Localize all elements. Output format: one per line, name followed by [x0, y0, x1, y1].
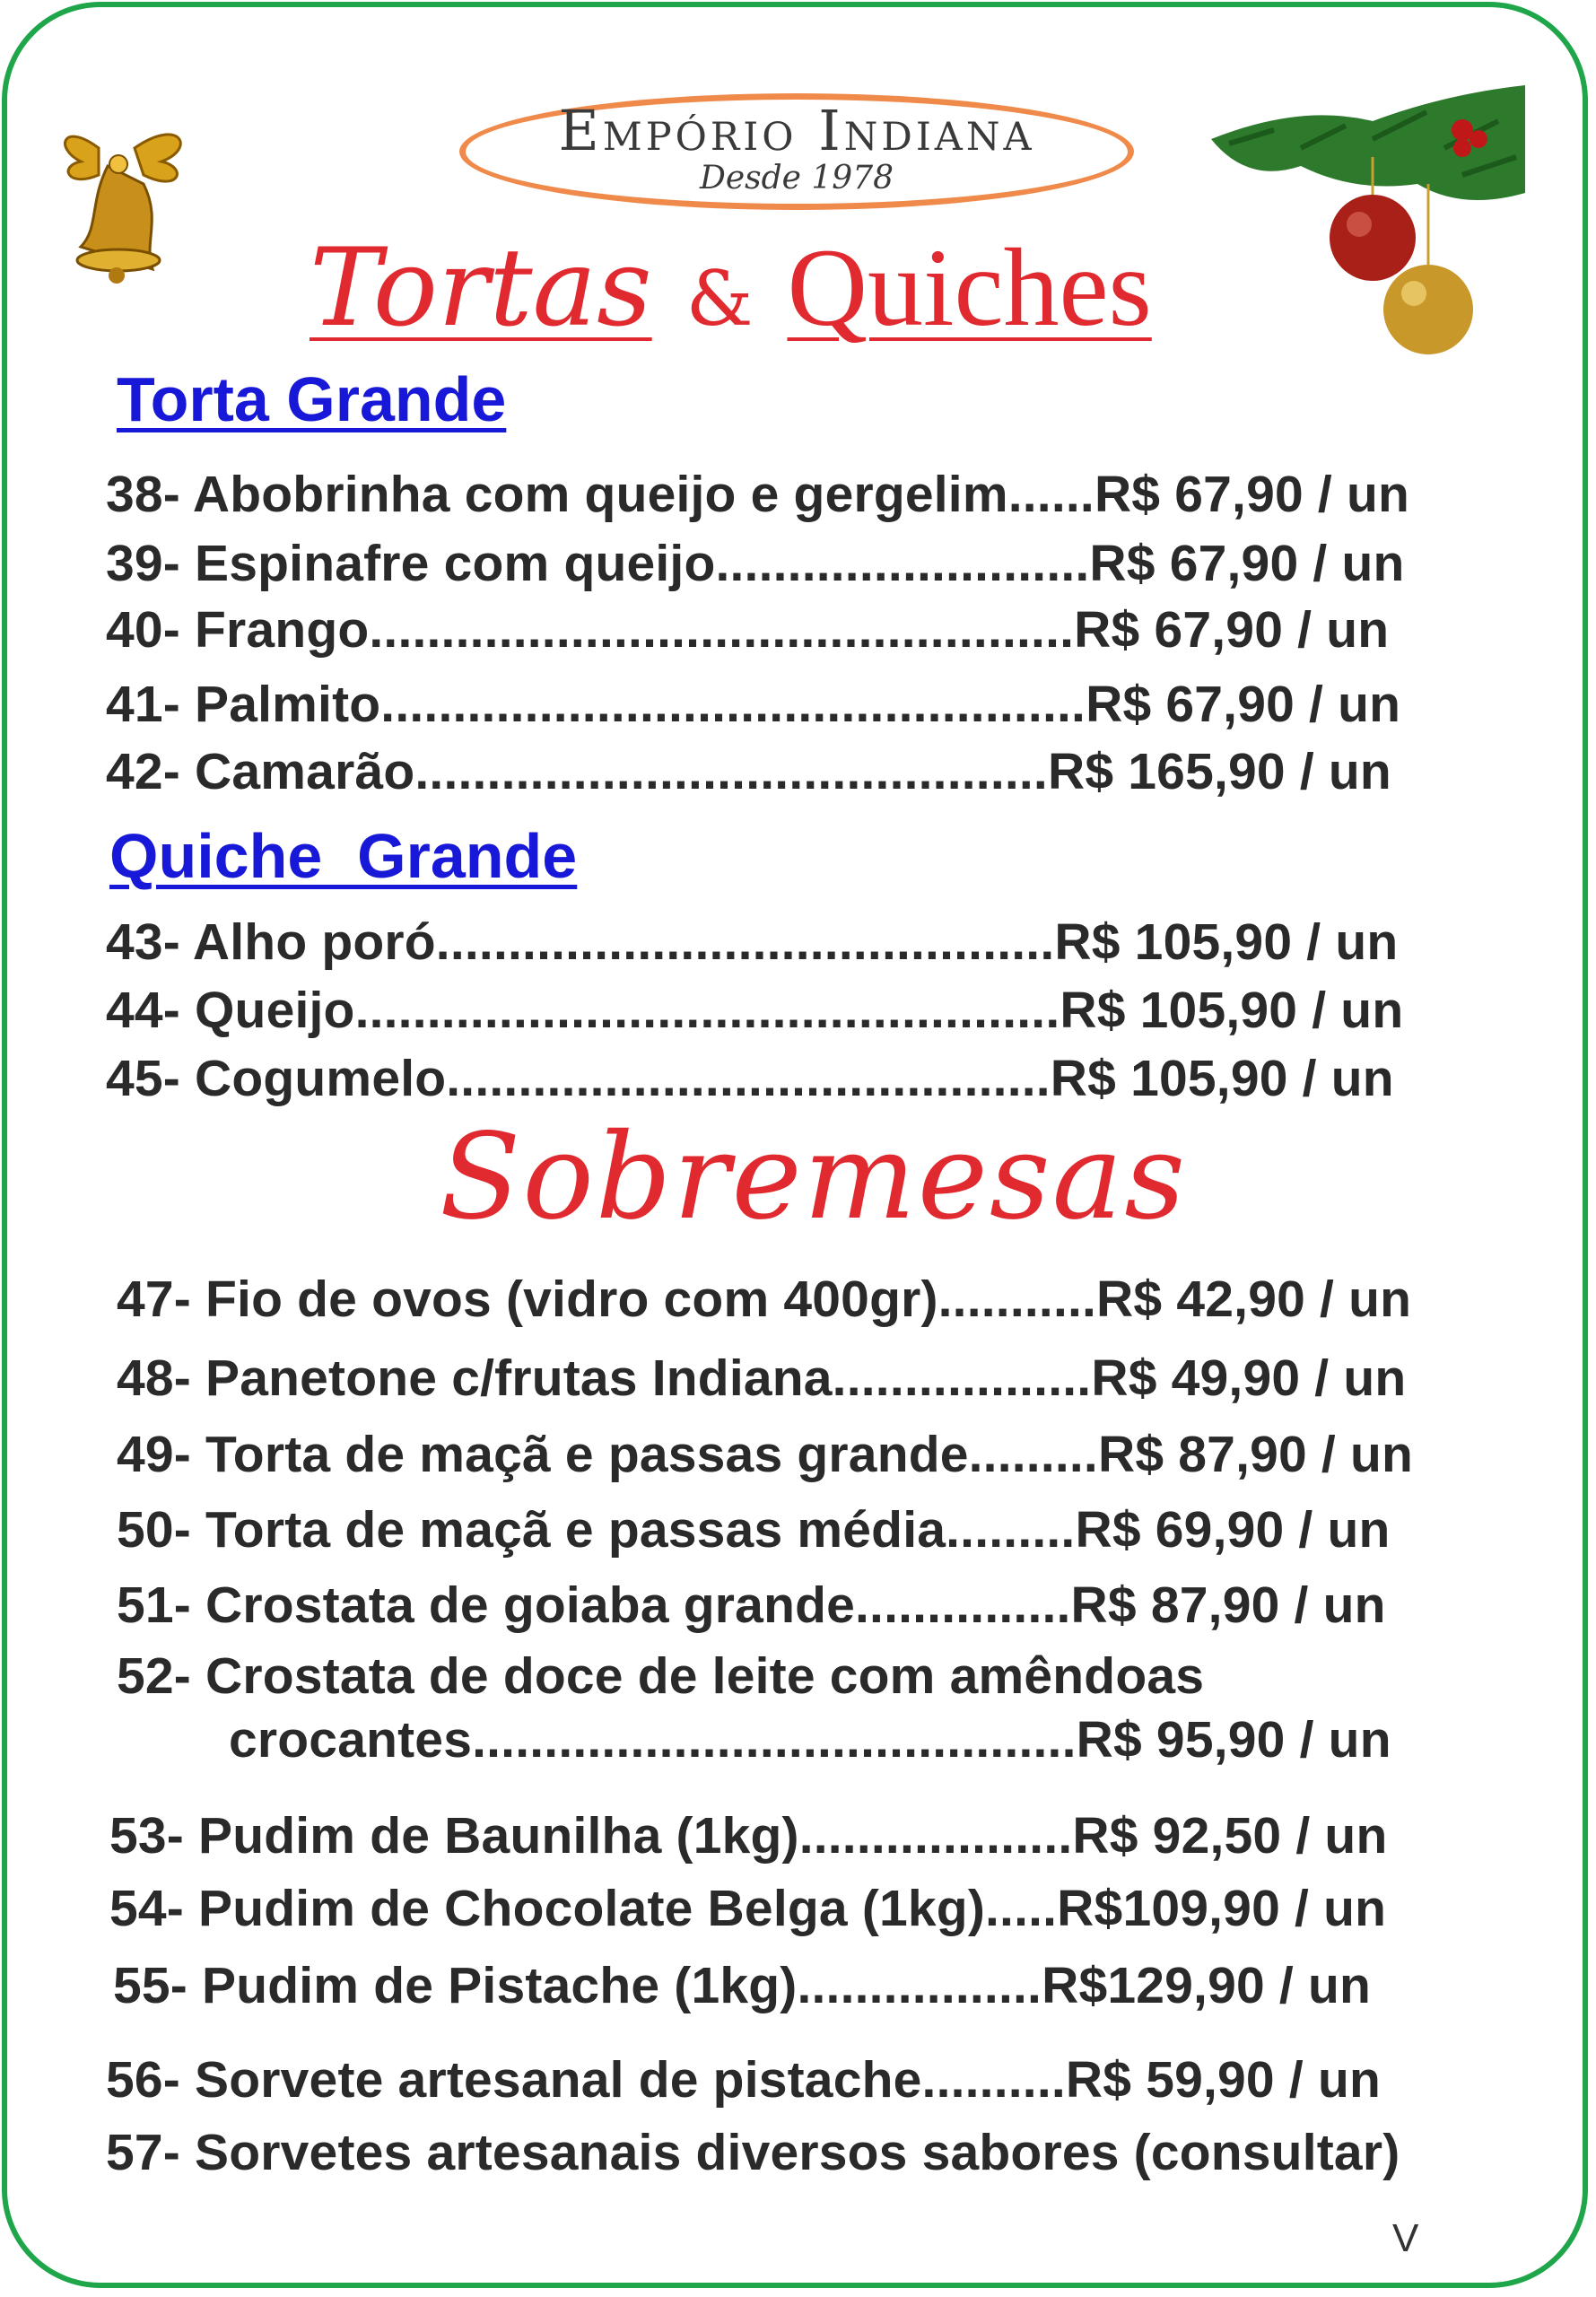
menu-item: 57- Sorvetes artesanais diversos sabores (consultar) [106, 2124, 1400, 2181]
menu-item: 47- Fio de ovos (vidro com 400gr)...........R$ 42,90 / un [117, 1271, 1412, 1328]
menu-item: 54- Pudim de Chocolate Belga (1kg).....R$109,90 / un [109, 1880, 1387, 1937]
title-tortas: Tortas [310, 226, 652, 351]
menu-item: 40- Frango.................................................R$ 67,90 / un [106, 601, 1390, 659]
menu-item: 43- Alho poró...........................................R$ 105,90 / un [106, 913, 1399, 971]
christmas-bell-icon [45, 112, 206, 292]
menu-item: 55- Pudim de Pistache (1kg).................R$129,90 / un [113, 1957, 1372, 2014]
brand-name: Empório Indiana [558, 98, 1035, 163]
menu-item: 51- Crostata de goiaba grande...............R$ 87,90 / un [117, 1576, 1386, 1634]
menu-item: 53- Pudim de Baunilha (1kg)...................R$ 92,50 / un [109, 1807, 1388, 1865]
brand-logo [459, 93, 1134, 210]
title-quiches: Quiches [787, 226, 1152, 349]
christmas-ornaments-icon [1193, 85, 1525, 372]
menu-item-continuation: crocantes..........................................R$ 95,90 / un [229, 1711, 1391, 1769]
brand-tagline: Desde 1978 [699, 160, 894, 197]
page-marker: V [1392, 2216, 1419, 2260]
menu-item: 52- Crostata de doce de leite com amêndoas [117, 1647, 1205, 1705]
heading-torta-grande: Torta Grande [117, 364, 507, 434]
menu-item: 39- Espinafre com queijo..........................R$ 67,90 / un [106, 535, 1405, 592]
menu-item: 48- Panetone c/frutas Indiana..................R$ 49,90 / un [117, 1349, 1407, 1407]
menu-item: 44- Queijo.................................................R$ 105,90 / un [106, 982, 1404, 1039]
menu-item: 50- Torta de maçã e passas média.........R$ 69,90 / un [117, 1501, 1391, 1559]
page-title [310, 224, 1152, 350]
menu-item: 45- Cogumelo..........................................R$ 105,90 / un [106, 1050, 1394, 1107]
menu-item: 38- Abobrinha com queijo e gergelim......R$ 67,90 / un [106, 466, 1410, 523]
menu-item: 49- Torta de maçã e passas grande.........R$ 87,90 / un [117, 1426, 1414, 1483]
title-ampersand: & [685, 255, 754, 343]
menu-item: 56- Sorvete artesanal de pistache..........R$ 59,90 / un [106, 2051, 1381, 2109]
heading-quiche-grande: Quiche Grande [109, 821, 578, 891]
menu-item: 42- Camarão............................................R$ 165,90 / un [106, 743, 1391, 800]
menu-item: 41- Palmito.................................................R$ 67,90 / un [106, 676, 1401, 733]
heading-sobremesas: Sobremesas [440, 1108, 1188, 1246]
